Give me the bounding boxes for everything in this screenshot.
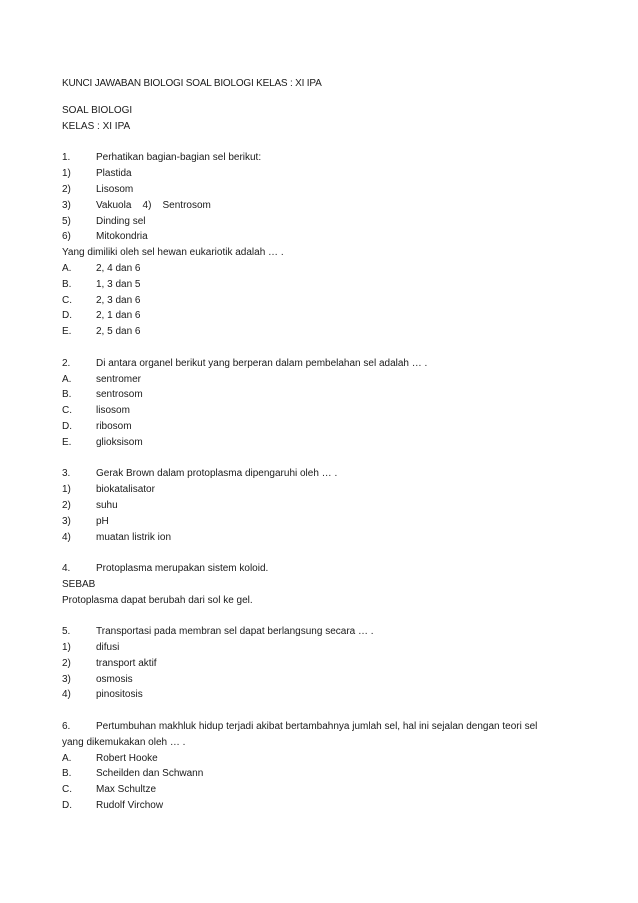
document-line (62, 640, 622, 656)
blank-line (62, 609, 622, 625)
document-line (62, 245, 622, 261)
blank-line (62, 135, 622, 151)
line-text: Lisosom (96, 183, 134, 195)
document-line (62, 119, 622, 135)
line-text: Mitokondria (96, 231, 148, 243)
list-marker: D. (62, 800, 72, 812)
line-text: transport aktif (96, 657, 157, 669)
document-line (62, 356, 622, 372)
line-text: Scheilden dan Schwann (96, 768, 204, 780)
list-marker: D. (62, 420, 72, 432)
document-line (62, 182, 622, 198)
line-text: Max Schultze (96, 784, 157, 796)
line-text: Perhatikan bagian-bagian sel berikut: (96, 152, 262, 164)
list-marker: 4) (62, 531, 71, 543)
line-text: Protoplasma merupakan sistem koloid. (96, 563, 269, 575)
blank-line (62, 340, 622, 356)
line-text: Di antara organel berikut yang berperan dalam pembelahan sel adalah … . (96, 357, 428, 369)
list-marker: B. (62, 768, 72, 780)
document-line (62, 735, 622, 751)
document-line (62, 687, 622, 703)
document-line (62, 593, 622, 609)
line-text: difusi (96, 642, 120, 654)
document-line (62, 577, 622, 593)
line-text: 2, 3 dan 6 (96, 294, 141, 306)
document-line (62, 656, 622, 672)
line-text: lisosom (96, 405, 130, 417)
list-marker: 4) (62, 689, 71, 701)
line-text: SOAL BIOLOGI (62, 105, 133, 116)
line-text: 1, 3 dan 5 (96, 278, 141, 290)
list-marker: 3) (62, 673, 71, 685)
list-marker: C. (62, 294, 72, 306)
list-marker: 5. (62, 626, 71, 638)
list-marker: A. (62, 262, 72, 274)
document-line (62, 372, 622, 388)
document-line (62, 308, 622, 324)
document-line (62, 751, 622, 767)
document-line (62, 561, 622, 577)
line-text: 2, 5 dan 6 (96, 326, 141, 338)
list-marker: 3) (62, 199, 71, 211)
list-marker: 1) (62, 642, 71, 654)
document-line (62, 498, 622, 514)
list-marker: 2. (62, 357, 71, 369)
document-line (62, 150, 622, 166)
line-text: Dinding sel (96, 215, 146, 227)
line-text: Pertumbuhan makhluk hidup terjadi akibat bertambahnya jumlah sel, hal ini sejalan dengan teori sel (96, 721, 538, 733)
list-marker: 2) (62, 657, 71, 669)
document-line (62, 198, 622, 214)
document-line (62, 466, 622, 482)
list-marker: 6. (62, 721, 71, 733)
document-line (62, 782, 622, 798)
document-line (62, 798, 622, 814)
list-marker: 4. (62, 563, 71, 575)
line-text: pinositosis (96, 689, 143, 701)
line-text: muatan listrik ion (96, 531, 172, 543)
document-body (62, 103, 622, 814)
document-line (62, 166, 622, 182)
line-text: Gerak Brown dalam protoplasma dipengaruhi oleh … . (96, 468, 338, 480)
document-line (62, 261, 622, 277)
list-marker: B. (62, 389, 72, 401)
document-line (62, 324, 622, 340)
line-text: osmosis (96, 673, 133, 685)
line-text: Rudolf Virchow (96, 800, 164, 812)
blank-line (62, 451, 622, 467)
line-text: Transportasi pada membran sel dapat berlangsung secara … . (96, 626, 374, 638)
blank-line (62, 703, 622, 719)
list-marker: 1) (62, 484, 71, 496)
document-line (62, 403, 622, 419)
list-marker: 1. (62, 152, 71, 164)
list-marker: 1) (62, 168, 71, 180)
list-marker: 2) (62, 499, 71, 511)
document-line (62, 103, 622, 119)
document-line (62, 482, 622, 498)
document-line (62, 766, 622, 782)
line-text: Robert Hooke (96, 752, 158, 764)
line-text: 2, 1 dan 6 (96, 310, 141, 322)
document-line (62, 214, 622, 230)
list-marker: C. (62, 405, 72, 417)
list-marker: E. (62, 326, 72, 338)
line-text: suhu (96, 499, 118, 511)
document-line (62, 435, 622, 451)
list-marker: 3) (62, 515, 71, 527)
document-line (62, 530, 622, 546)
list-marker: A. (62, 752, 72, 764)
line-text: sentrosom (96, 389, 143, 401)
list-marker: 6) (62, 231, 71, 243)
line-text: Yang dimiliki oleh sel hewan eukariotik adalah … . (62, 247, 284, 259)
document-line (62, 387, 622, 403)
line-text: glioksisom (96, 436, 143, 448)
blank-line (62, 545, 622, 561)
line-text: pH (96, 515, 109, 527)
document-line (62, 672, 622, 688)
line-text: SEBAB (62, 578, 96, 590)
list-marker: B. (62, 278, 72, 290)
list-marker: 3. (62, 468, 71, 480)
line-text: biokatalisator (96, 484, 155, 496)
list-marker: E. (62, 436, 72, 448)
document-line (62, 719, 622, 735)
line-text: ribosom (96, 420, 132, 432)
line-text: KELAS : XI IPA (62, 120, 131, 132)
line-text: Plastida (96, 168, 132, 180)
line-text: yang dikemukakan oleh … . (62, 736, 186, 748)
list-marker: D. (62, 310, 72, 322)
document-line (62, 419, 622, 435)
line-text: 2, 4 dan 6 (96, 262, 141, 274)
document-line (62, 277, 622, 293)
list-marker: 5) (62, 215, 71, 227)
list-marker: C. (62, 784, 72, 796)
document-line (62, 514, 622, 530)
document-title: KUNCI JAWABAN BIOLOGI SOAL BIOLOGI KELAS : XI IPA (62, 78, 322, 89)
line-text: Protoplasma dapat berubah dari sol ke gel. (62, 594, 253, 606)
line-text: sentromer (96, 373, 142, 385)
document-line (62, 229, 622, 245)
list-marker: A. (62, 373, 72, 385)
document-line (62, 624, 622, 640)
line-text: Vakuola 4) Sentrosom (96, 199, 211, 211)
list-marker: 2) (62, 183, 71, 195)
document-line (62, 293, 622, 309)
